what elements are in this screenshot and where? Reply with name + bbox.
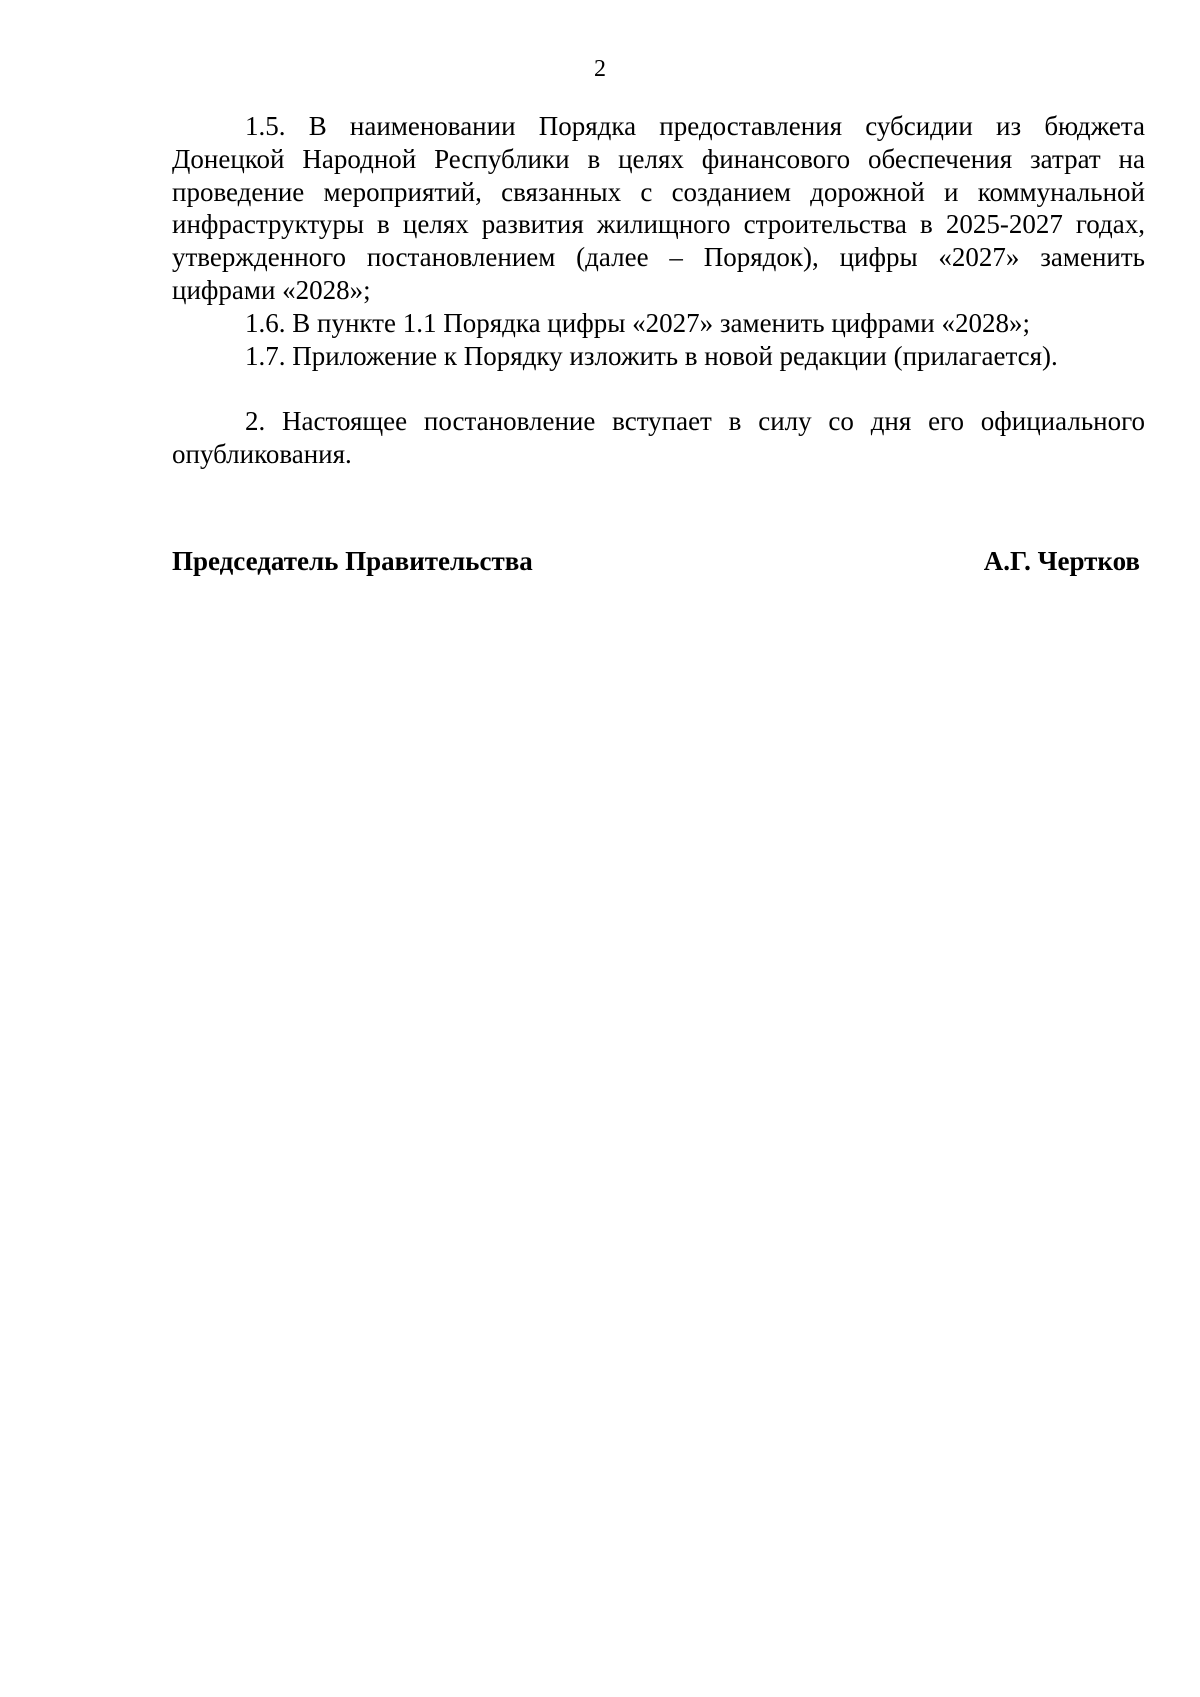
signatory-position: Председатель Правительства <box>172 546 533 576</box>
signature-block <box>172 544 1140 578</box>
page-number: 2 <box>594 56 606 82</box>
paragraph-1-6: 1.6. В пункте 1.1 Порядка цифры «2027» заменить цифрами «2028»; <box>245 307 1030 338</box>
paragraph-2: 2. Настоящее постановление вступает в силу со дня его официального опубликования. <box>172 406 1145 469</box>
signatory-name: А.Г. Чертков <box>983 546 1140 576</box>
paragraph-1-7: 1.7. Приложение к Порядку изложить в новой редакции (прилагается). <box>245 340 1058 371</box>
document-body <box>172 110 1145 471</box>
paragraph-1-5: 1.5. В наименовании Порядка предоставления субсидии из бюджета Донецкой Народной Республики в целях финансового обеспечения затрат на проведение мероприятий, связанных с созданием дорожной и коммунальной инфраструктуры в целях развития жилищного строительства в 2025-2027 годах, утвержденного постановлением (далее – Порядок), цифры «2027» заменить цифрами «2028»; <box>172 111 1145 305</box>
